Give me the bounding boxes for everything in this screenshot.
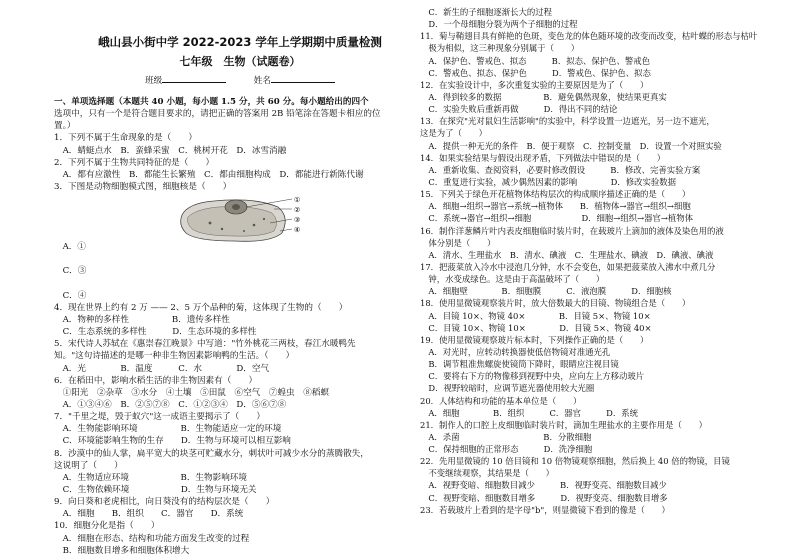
question-line: 8．沙漠中的仙人掌，扁平宽大的块茎可贮藏水分，刺状叶可减少水分的蒸腾散失， [54,448,369,459]
question-line: C．生物依赖环境 D．生物与环境无关 [54,484,257,495]
question-line: C．④ [54,290,87,301]
question-line: D．视野较暗时，应调节遮光器使用较大光圈 [420,383,595,394]
name-label: 姓名 [253,76,271,86]
question-list-left-continued [54,241,426,557]
question-line: 极为相似，这三种现象分别属于（ ） [420,43,580,54]
question-line: 14．如果实验结果与假设出现矛盾，下列做法中错误的是（ ） [420,152,666,163]
name-blank[interactable] [271,73,335,83]
question-line: B．调节粗准焦螺旋使镜筒下降时，眼睛应注视目镜 [420,359,619,370]
question-line: 2．下列不属于生物共同特征的是（ ） [54,157,215,168]
question-line: A．都有应激性 B．都能生长繁殖 C．都由细胞构成 D．都能进行新陈代谢 [54,169,364,180]
question-line: C．③ [54,266,87,277]
exam-subtitle: 七年级 生物（试题卷） [179,55,301,68]
question-line: 这说明了（ ） [54,460,123,471]
question-line: 11．菊与鞘翅目具有鲜艳的色斑，变色龙的体色随环境的改变而改变，枯叶蝶的形态与枯叶 [420,31,758,42]
question-line: A．保护色、警戒色、拟态 B．拟态、保护色、警戒色 [420,55,650,66]
question-line: A．物种的多样性 B．遗传多样性 [54,314,230,325]
question-line: 18．使用显微镜观察装片时，放大倍数最大的目镜、物镜组合是（ ） [420,298,691,309]
question-line: 这是为了（ ） [420,128,487,139]
question-line: A．对光时，应转动转换器使低倍物镜对准通光孔 [420,346,611,357]
question-line: 23．若载玻片上看到的是字母"b"，则显微镜下看到的像是（ ） [420,504,670,515]
question-line: A．提供一种无光的条件 B．便于观察 C．控制变量 D．设置一个对照实验 [420,140,722,151]
section-intro [54,108,426,132]
question-line [54,278,426,290]
question-line: C．视野变暗、细胞数目增多 D．视野变亮、细胞数目增多 [420,492,668,503]
question-line: C．生态系统的多样性 D．生态环境的多样性 [54,327,257,338]
question-line: C．警戒色、拟态、保护色 D．警戒色、保护色、拟态 [420,67,651,78]
question-line: C．保持细胞的正常形态 D．洗净细胞 [420,444,593,455]
question-list-right [420,6,782,516]
question-line: A．细胞在形态、结构和功能方面发生改变的过程 [54,533,250,544]
question-line [54,253,426,265]
question-line: 1．下列不属于生命现象的是（ ） [54,133,197,144]
question-line: 17．把菠菜放入冷水中浸泡几分钟，水不会变色，如果把菠菜放入沸水中煮几分 [420,261,716,272]
fig-label-4: ④ [294,226,301,235]
question-line: A．细胞 B．组织 C．器官 D．系统 [420,407,638,418]
left-column [54,0,426,557]
question-line: A．光 B．温度 C．水 D．空气 [54,363,270,374]
question-line: 体分别是（ ） [420,237,496,248]
exam-title: 峨山县小街中学 2022-2023 学年上学期期中质量检测 [98,35,382,49]
animal-cell-diagram [174,193,314,245]
class-label: 班级 [145,76,163,86]
student-info [54,73,426,87]
question-line: A．生物适应环境 B．生物影响环境 [54,472,247,483]
question-line: 钟，水变成绿色。这是由于高温破坏了（ ） [420,274,605,285]
question-line: D．一个母细胞分裂为两个子细胞的过程 [420,19,578,30]
question-line: 不变继续观察，其结果是（ ） [420,468,554,479]
question-line: A．目镜 10×、物镜 40× B．目镜 5×、物镜 10× [420,310,651,321]
question-line: C．实验失败后重新再做 D．得出不同的结论 [420,104,618,115]
question-line: 知。"这句诗描述的是哪一种非生物因素影响鸭的生活。（ ） [54,351,295,362]
fig-label-3: ③ [294,216,301,225]
animal-cell-figure [54,193,426,241]
question-line: ①阳光 ②杂草 ③水分 ④土壤 ⑤田鼠 ⑥空气 ⑦蝗虫 ⑧稻螟 [54,387,330,398]
question-line: A．得到较多的数据 B．避免偶然现象，使结果更真实 [420,91,667,102]
question-line: C．新生的子细胞逐渐长大的过程 [420,7,553,17]
question-line: 15．下列关于绿色开花植物体结构层次的构成顺序描述正确的是（ ） [420,189,691,200]
question-line: C．目镜 10×、物镜 10× D．目镜 5×、物镜 40× [420,322,652,333]
question-line: A．细胞壁 B．细胞膜 C．液泡膜 D．细胞核 [420,286,672,297]
question-line: C．系统→器官→组织→细胞 D．细胞→组织→器官→植物体 [420,213,693,224]
question-line: 20．人体结构和功能的基本单位是（ ） [420,395,582,406]
question-line: A．重新收集、查阅资料，必要时修改假设 B．修改、完善实验方案 [420,164,701,175]
question-line: 3．下图是动物细胞模式图，细胞核是（ ） [54,181,232,192]
fig-label-1: ① [294,196,301,205]
question-line: A．生物能影响环境 B．生物能适应一定的环境 [54,424,282,435]
question-line: 9．向日葵和老虎相比，向日葵没有的结构层次是（ ） [54,497,275,508]
question-line: 12．在实验设计中，多次重复实验的主要原因是为了（ ） [420,79,649,90]
question-line: A．视野变暗、细胞数目减少 B．视野变亮、细胞数目减少 [420,480,667,491]
class-blank[interactable] [162,73,226,83]
question-line: A．① [54,242,86,253]
question-list-left [54,132,426,193]
question-line: C．重复进行实验，减少偶然因素的影响 D．修改实验数据 [420,176,676,187]
section-heading: 一、单项选择题（本题共 40 小题，每小题 1.5 分，共 60 分。每小题给出的四个 [54,97,369,107]
question-line: A．①③④⑥ B．②⑤⑦⑧ C．①②③④ D．⑤⑥⑦⑧ [54,399,287,410]
question-line: 7．"千里之堤，毁于蚁穴"这一成语主要揭示了（ ） [54,412,266,423]
question-line: 16．制作洋葱鳞片叶内表皮细胞临时装片时，在载玻片上滴加的液体及染色用的液 [420,225,724,236]
question-line: C．环境能影响生物的生存 D．生物与环境可以相互影响 [54,436,291,447]
question-line: A．清水、生理盐水 B．清水、碘液 C．生理盐水、碘液 D．碘液、碘液 [420,249,714,260]
question-line: B．细胞数目增多和细胞体积增大 [54,545,190,556]
intro-line: 置。） [54,121,76,132]
question-line: 6．在稻田中，影响水稻生活的非生物因素有（ ） [54,375,258,386]
right-column [420,0,782,516]
question-line: 21．制作人的口腔上皮细胞临时装片时，滴加生理盐水的主要作用是（ ） [420,419,708,430]
intro-line: 选项中，只有一个是符合题目要求的，请把正确的答案用 2B 铅笔涂在答题卡相应的位 [54,109,381,120]
fig-label-2: ② [294,206,301,215]
question-line: 22．先用显微镜的 10 倍目镜和 10 倍物镜观察细胞，然后换上 40 倍的物镜，目镜 [420,456,730,467]
question-line: C．要将右下方的物像移到视野中央，应向左上方移动玻片 [420,371,645,382]
question-line: A．蜻蜓点水 B．蛮蜂采蜜 C．桃树开花 D．冰雪消融 [54,145,287,156]
question-line: 10．细胞分化是指（ ） [54,521,160,532]
question-line: 13．在探究"光对鼠妇生活影响"的实验中，科学设置一边遮光，另一边不遮光， [420,116,715,127]
question-line: 4．现在世界上约有 2 万 —— 2、5 万个品种的菊，这体现了生物的（ ） [54,302,348,313]
question-line: A．细胞→组织→器官→系统→植物体 B．植物体→器官→组织→细胞 [420,201,691,212]
question-line: 5．宋代诗人苏轼在《惠崇春江晚景》中写道："竹外桃花三两枝，春江水暖鸭先 [54,339,356,350]
question-line: 19．使用显微镜观察玻片标本时，下列操作正确的是（ ） [420,334,649,345]
question-line: A．杀菌 B．分散细胞 [420,431,592,442]
question-line: A．细胞 B．组织 C．器官 D．系统 [54,509,244,520]
